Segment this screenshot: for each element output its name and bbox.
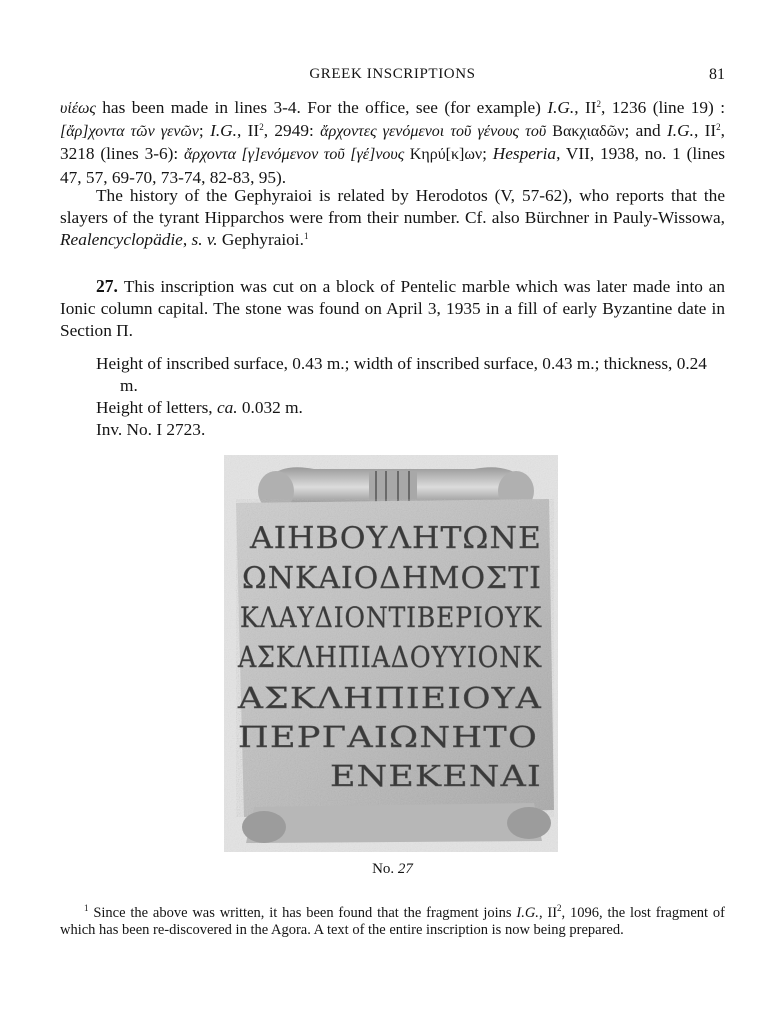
superscript: 2: [557, 903, 562, 913]
inscription-line: ΑΣΚΛΗΠΙΑΔΟΥΥΙΟΝΚ: [237, 640, 543, 674]
citation-ig: I.G.: [210, 121, 237, 141]
footnote-marker: 1: [84, 903, 89, 913]
greek-quote: Βακχιαδῶν: [552, 123, 625, 141]
citation-work: Realencyclopädie: [60, 230, 183, 250]
text-span: , II: [538, 905, 558, 921]
paragraph-entry-27: [60, 275, 725, 343]
paragraph-history: [60, 185, 725, 252]
text-span: Gephyraioi.: [217, 230, 304, 250]
text-span: has been made in lines 3-4. For the office, see (for example): [95, 98, 548, 117]
caption-number: 27: [397, 861, 413, 877]
citation-ig: I.G.: [516, 905, 539, 921]
text-span: , 2949:: [263, 121, 321, 141]
text-span: The history of the Gephyraioi is related by Herodotos (V, 57-62), who reports that the slayers of the tyrant Hipparchos were from their number. Cf. also Bürchner in Pauly-Wissowa,: [60, 186, 725, 228]
entry-number: 27.: [96, 276, 118, 296]
text-span: ,: [182, 230, 192, 250]
superscript: 2: [596, 99, 601, 109]
text-span: ;: [198, 121, 211, 141]
spec-dimensions: Height of inscribed surface, 0.43 m.; width of inscribed surface, 0.43 m.; thickness, 0.24 m.: [96, 354, 707, 395]
text-span: ; and: [624, 121, 668, 141]
text-span: , II: [574, 98, 597, 117]
inscription-line: ΕΝΕΚΕΝΑΙ: [330, 759, 542, 793]
spec-letter-height: [96, 397, 725, 419]
text-span: 0.032 m.: [237, 398, 303, 417]
running-head-title: GREEK INSCRIPTIONS: [309, 66, 476, 82]
paragraph-commentary: [60, 97, 725, 189]
greek-word: υἱέως: [60, 100, 96, 117]
figure-caption: [60, 861, 725, 878]
text-span: Since the above was written, it has been found that the fragment joins: [88, 905, 517, 921]
citation-ig: I.G.: [547, 98, 575, 117]
text-span: This inscription was cut on a block of Pentelic marble which was later made into an Ionic column capital. The stone was found on April 3, 1935 in a fill of early Byzantine date in Section Π.: [60, 277, 725, 341]
citation-ig: I.G.: [667, 121, 694, 141]
text-span: ;: [482, 144, 493, 164]
specifications: [96, 353, 725, 441]
caption-prefix: No.: [372, 861, 398, 877]
text-span: , 3218 (lines 3-6):: [60, 121, 725, 164]
footnote: [60, 905, 725, 939]
superscript: 2: [716, 122, 721, 133]
greek-quote: Κηρύ[κ]ων: [409, 146, 483, 164]
footnote-reference[interactable]: 1: [303, 231, 309, 242]
superscript: 2: [259, 122, 264, 133]
text-span: Height of letters,: [96, 398, 217, 417]
page-number: 81: [709, 66, 725, 83]
text-span: , II: [236, 121, 260, 141]
greek-quote: [ἄρ]χοντα τῶν γενῶν: [60, 123, 199, 141]
citation-hesperia: Hesperia: [492, 144, 557, 164]
abbreviation: ca.: [216, 398, 238, 417]
inscription-line: ΑΙΗΒΟΥΛΗΤΩΝΕ: [248, 521, 542, 556]
inscription-photograph-image: [224, 455, 558, 852]
inscription-line: ΚΛΑΥΔΙΟΝΤΙΒΕΡΙΟΥΚ: [240, 601, 543, 634]
text-span: , 1236 (line 19) :: [601, 98, 726, 117]
inscription-photograph: [224, 455, 558, 852]
text-span: , VII, 1938, no. 1 (lines 47, 57, 69-70, 73-74, 82-83, 95).: [60, 144, 725, 187]
spec-inventory: Inv. No. I 2723.: [96, 420, 206, 439]
greek-quote: ἄρχοντα [γ]ενόμενον τοῦ [γέ]νους: [184, 146, 410, 164]
citation-sv: s. v.: [191, 230, 218, 250]
text-span: , 1096, the lost fragment of which has been re-discovered in the Agora. A text of the entire inscription is now being prepared.: [60, 905, 725, 938]
running-head: [60, 66, 725, 86]
text-span: , II: [693, 121, 717, 141]
inscription-line: ΩΝΚΑΙΟΔΗΜΟΣΤΙ: [242, 561, 542, 596]
inscription-line: ΑΣΚΛΗΠΙΕΙΟΥΑ: [236, 681, 543, 715]
greek-quote: ἄρχοντες γενόμενοι τοῦ γένους τοῦ: [320, 123, 553, 141]
inscription-line: ΠΕΡΓΑΙΩΝΗΤΟ: [238, 720, 538, 754]
